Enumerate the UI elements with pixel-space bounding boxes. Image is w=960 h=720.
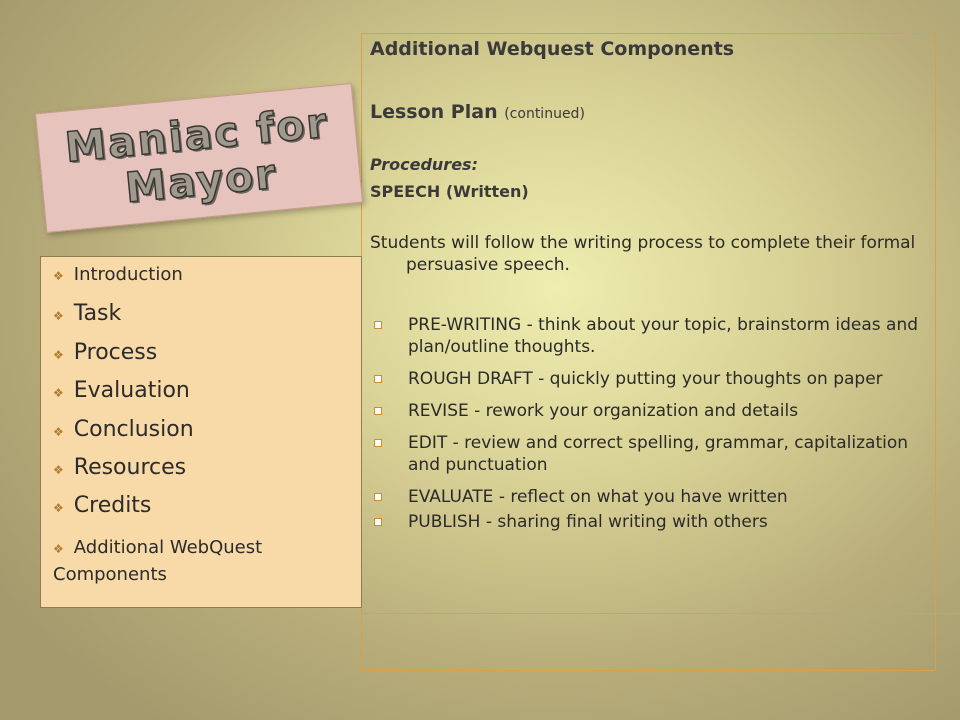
diamond-bullet-icon: ❖ (53, 386, 64, 400)
nav-item-label: Introduction (73, 264, 183, 285)
nav-item-label: Resources (73, 455, 187, 480)
nav-item-label: Process (73, 340, 158, 365)
diamond-bullet-icon: ❖ (53, 542, 64, 556)
square-bullet-icon (374, 321, 382, 329)
step-text: EDIT - review and correct spelling, grammar, capitalization and punctuation (408, 433, 909, 475)
subheading-note: (continued) (504, 106, 585, 122)
nav-item-additional-components[interactable] (53, 535, 353, 587)
list-item (370, 432, 938, 476)
diamond-bullet-icon: ❖ (53, 501, 64, 515)
nav-item-label: Conclusion (73, 417, 194, 442)
nav-item-credits[interactable] (53, 493, 151, 518)
diamond-bullet-icon: ❖ (53, 309, 64, 323)
diamond-bullet-icon: ❖ (53, 425, 64, 439)
nav-item-conclusion[interactable] (53, 417, 194, 442)
nav-item-evaluation[interactable] (53, 378, 190, 403)
nav-item-process[interactable] (53, 340, 157, 365)
step-text: ROUGH DRAFT - quickly putting your thoughts on paper (408, 369, 883, 389)
square-bullet-icon (374, 493, 382, 501)
list-item (370, 314, 938, 358)
square-bullet-icon (374, 375, 382, 383)
page-title: Maniac for Mayor (63, 98, 331, 213)
content-heading: Additional Webquest Components (370, 38, 735, 60)
step-text: REVISE - rework your organization and details (408, 401, 799, 421)
section-label: SPEECH (Written) (370, 182, 529, 201)
steps-list (370, 314, 938, 533)
list-item (370, 400, 938, 422)
nav-panel (40, 256, 362, 608)
step-text: PUBLISH - sharing final writing with others (408, 512, 768, 532)
frame-rule (361, 613, 960, 614)
nav-item-task[interactable] (53, 301, 121, 326)
diamond-bullet-icon: ❖ (53, 348, 64, 362)
nav-item-resources[interactable] (53, 455, 186, 480)
step-text: PRE-WRITING - think about your topic, brainstorm ideas and plan/outline thoughts. (408, 315, 919, 357)
square-bullet-icon (374, 439, 382, 447)
diamond-bullet-icon: ❖ (53, 463, 64, 477)
nav-item-introduction[interactable] (53, 264, 183, 285)
square-bullet-icon (374, 518, 382, 526)
subheading-text: Lesson Plan (370, 101, 498, 123)
nav-item-label: Additional WebQuest Components (53, 537, 263, 585)
step-text: EVALUATE - reflect on what you have written (408, 487, 788, 507)
list-item (370, 368, 938, 390)
title-banner (35, 83, 363, 233)
content-subheading (370, 101, 585, 123)
nav-item-label: Task (73, 301, 122, 326)
list-item (370, 511, 938, 533)
square-bullet-icon (374, 407, 382, 415)
intro-paragraph: Students will follow the writing process to complete their formal persuasive speech. (370, 233, 916, 275)
nav-item-label: Credits (73, 493, 152, 518)
nav-item-label: Evaluation (73, 378, 190, 403)
list-item (370, 486, 938, 508)
diamond-bullet-icon: ❖ (53, 269, 64, 283)
procedures-label: Procedures: (370, 155, 478, 174)
